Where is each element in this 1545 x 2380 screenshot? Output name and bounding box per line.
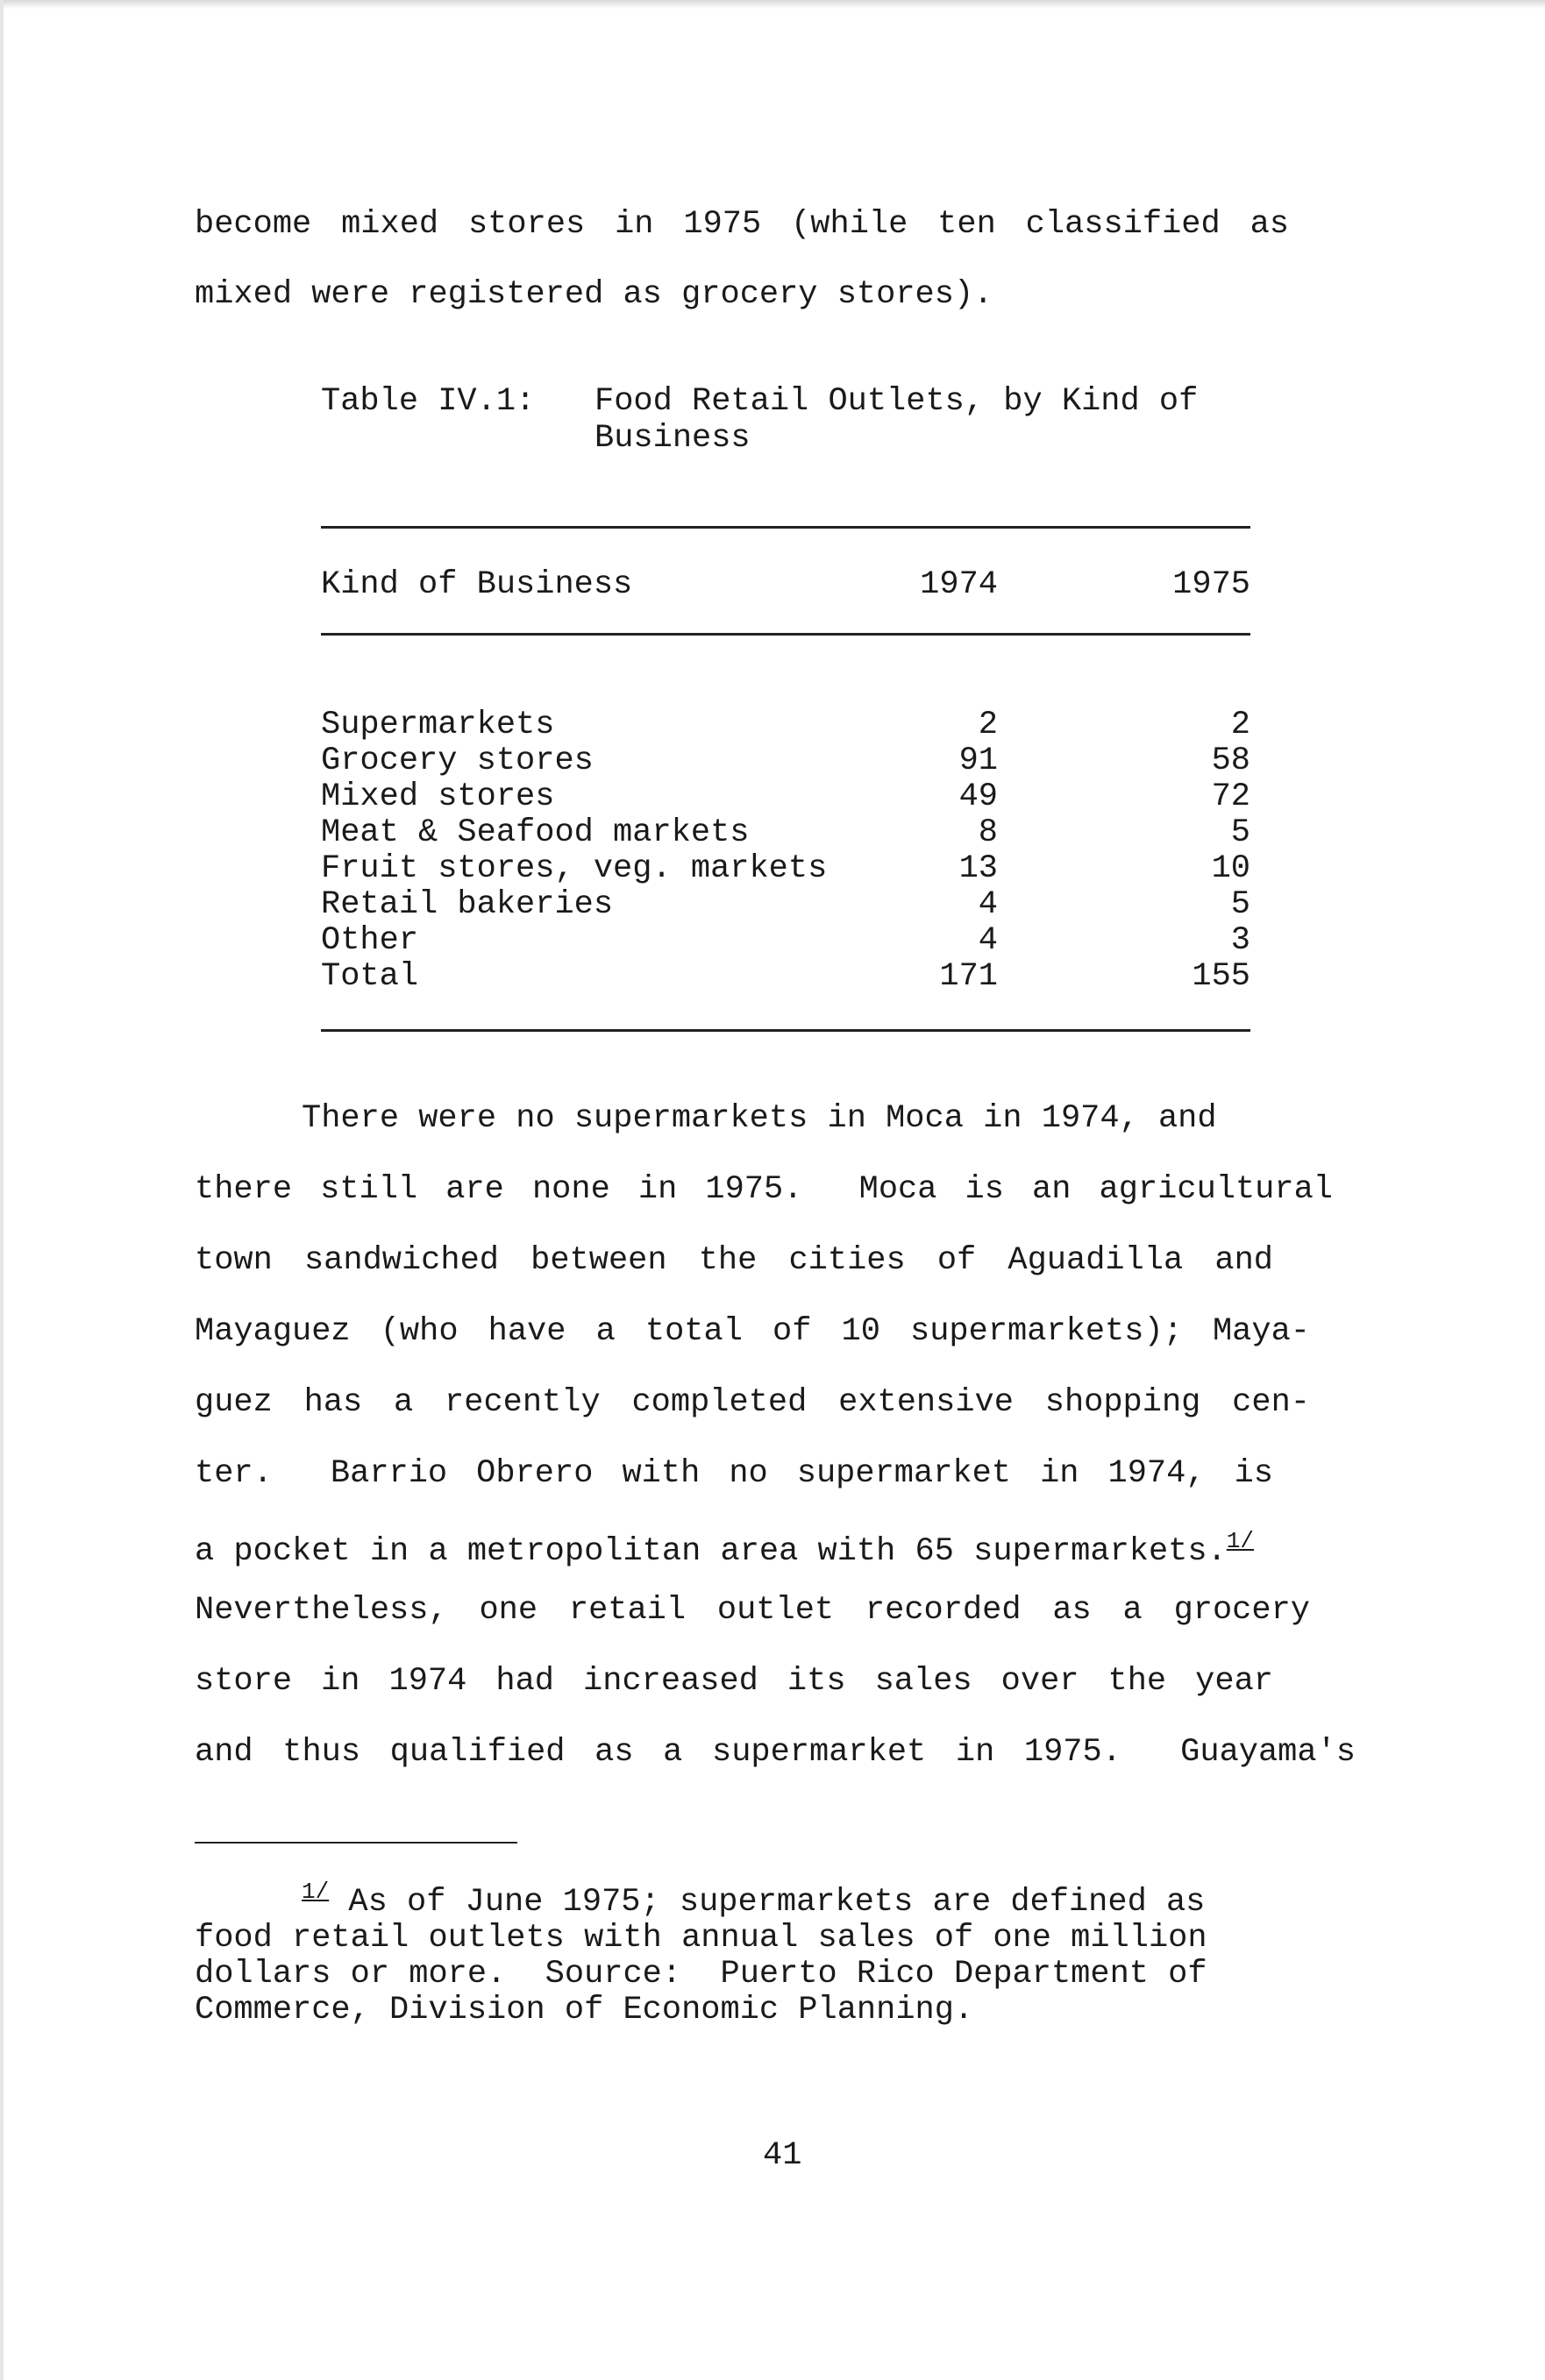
table-row <box>321 814 1250 850</box>
footnote-line: dollars or more. Source: Puerto Rico Department of <box>195 1956 1207 1993</box>
header-kind: Kind of Business <box>321 566 633 603</box>
cell-1974: 2 <box>978 707 998 743</box>
table-caption-title-cont: Business <box>595 420 751 457</box>
cell-kind: Retail bakeries <box>321 886 614 923</box>
cell-kind: Other <box>321 922 419 959</box>
cell-kind: Grocery stores <box>321 742 594 779</box>
footnote-separator <box>195 1842 517 1844</box>
cell-1975: 3 <box>1230 922 1250 959</box>
cell-1975: 10 <box>1211 850 1250 887</box>
cell-kind: Mixed stores <box>321 778 555 815</box>
table-total-row <box>321 958 1250 994</box>
cell-1974: 4 <box>978 886 998 923</box>
cell-1974: 91 <box>958 742 998 779</box>
table-header-row <box>321 566 1250 602</box>
footnote-line: As of June 1975; supermarkets are defined as <box>329 1884 1206 1921</box>
footnote-marker: 1/ <box>302 1879 330 1905</box>
cell-1975: 5 <box>1230 886 1250 923</box>
body-line: there still are none in 1975. Moca is an agricultural <box>195 1171 1333 1208</box>
footnote <box>195 1874 1207 2028</box>
footnote-line: food retail outlets with annual sales of one million <box>195 1920 1207 1957</box>
header-1974: 1974 <box>920 566 998 603</box>
table-caption-label: Table IV.1: <box>321 383 536 420</box>
cell-1975: 58 <box>1211 742 1250 779</box>
body-line: and thus qualified as a supermarket in 1975. Guayama's <box>195 1734 1356 1771</box>
table-row <box>321 778 1250 814</box>
page-number: 41 <box>763 2137 802 2174</box>
table-row <box>321 922 1250 958</box>
table-row <box>321 707 1250 742</box>
cell-kind: Fruit stores, veg. markets <box>321 850 828 887</box>
table-header-rule <box>321 633 1250 636</box>
cell-1974: 171 <box>939 958 998 995</box>
body-line: guez has a recently completed extensive shopping cen- <box>195 1384 1310 1421</box>
table-bottom-rule <box>321 1029 1250 1032</box>
footnote-line: Commerce, Division of Economic Planning. <box>195 1992 974 2028</box>
cell-1975: 155 <box>1192 958 1250 995</box>
cell-1975: 5 <box>1230 814 1250 851</box>
body-line: There were no supermarkets in Moca in 1974, and <box>302 1100 1217 1137</box>
cell-1974: 8 <box>978 814 998 851</box>
scan-top-edge <box>0 0 1545 9</box>
cell-1975: 2 <box>1230 707 1250 743</box>
scan-left-edge <box>0 0 4 2380</box>
cell-1974: 13 <box>958 850 998 887</box>
cell-1974: 4 <box>978 922 998 959</box>
cell-kind: Meat & Seafood markets <box>321 814 750 851</box>
body-line: Nevertheless, one retail outlet recorded as a grocery <box>195 1592 1310 1629</box>
table-row <box>321 850 1250 886</box>
cell-kind: Supermarkets <box>321 707 555 743</box>
body-line: a pocket in a metropolitan area with 65 supermarkets. <box>195 1533 1227 1570</box>
header-1975: 1975 <box>1172 566 1250 603</box>
cell-1974: 49 <box>958 778 998 815</box>
footnote-reference: 1/ <box>1226 1528 1255 1554</box>
cell-1975: 72 <box>1211 778 1250 815</box>
body-line: store in 1974 had increased its sales over the year <box>195 1663 1273 1700</box>
table-row <box>321 886 1250 922</box>
body-line: Mayaguez (who have a total of 10 supermarkets); Maya- <box>195 1313 1310 1350</box>
body-line: ter. Barrio Obrero with no supermarket in 1974, is <box>195 1455 1273 1492</box>
table-caption-title: Food Retail Outlets, by Kind of <box>595 383 1199 420</box>
body-line-with-footnote <box>195 1530 1254 1568</box>
intro-line: become mixed stores in 1975 (while ten classified as <box>195 206 1289 243</box>
table-row <box>321 742 1250 778</box>
body-line: town sandwiched between the cities of Aguadilla and <box>195 1242 1273 1279</box>
table-top-rule <box>321 526 1250 529</box>
cell-kind: Total <box>321 958 419 995</box>
intro-line: mixed were registered as grocery stores). <box>195 276 993 313</box>
